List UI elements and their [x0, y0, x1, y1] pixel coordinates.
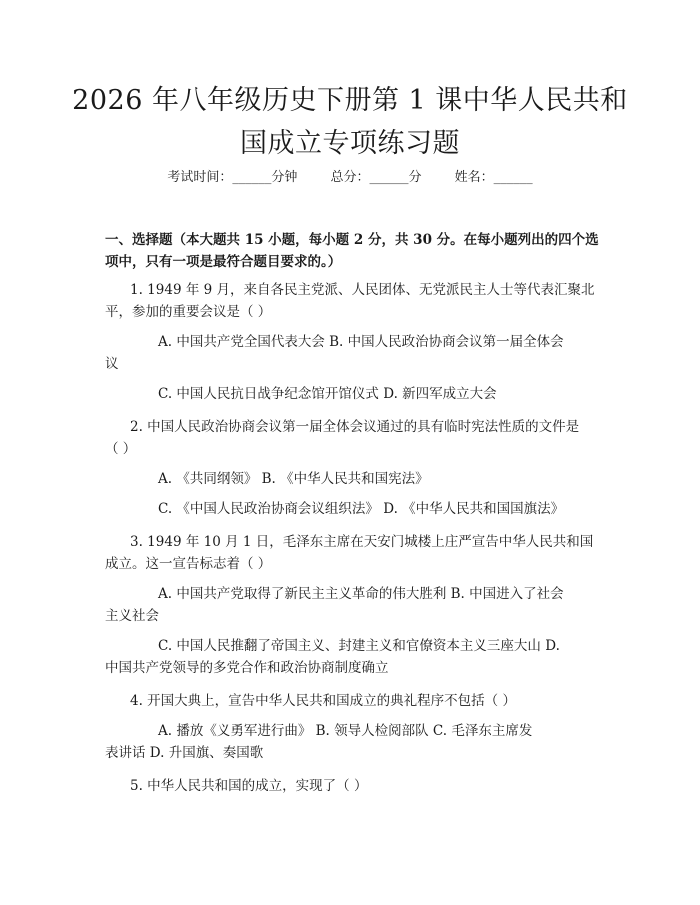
- student-name-label: 姓名：______: [454, 170, 533, 185]
- total-score-label: 总分：______分: [330, 170, 422, 185]
- question-5-stem: 5. 中华人民共和国的成立，实现了（ ）: [130, 778, 368, 794]
- question-1-options-2: C. 中国人民抗日战争纪念馆开馆仪式 D. 新四军成立大会: [158, 386, 497, 402]
- question-3-stem-cont: 成立。这一宣告标志着（ ）: [105, 556, 272, 572]
- question-2-options: A. 《共同纲领》 B. 《中华人民共和国宪法》: [158, 471, 429, 487]
- section-heading-line-1: 一、选择题（本大题共 15 小题，每小题 2 分，共 30 分。在每小题列出的四个选: [105, 232, 599, 248]
- page-title-line-1: 2026 年八年级历史下册第 1 课中华人民共和: [72, 85, 628, 116]
- question-3-stem: 3. 1949 年 10 月 1 日，毛泽东主席在天安门城楼上庄严宣告中华人民共和国: [130, 534, 594, 550]
- question-3-options-2-cont: 中国共产党领导的多党合作和政治协商制度确立: [105, 660, 389, 676]
- question-2-options-2: C. 《中国人民政治协商会议组织法》 D. 《中华人民共和国国旗法》: [158, 501, 565, 517]
- question-3-options: A. 中国共产党取得了新民主主义革命的伟大胜利 B. 中国进入了社会: [158, 586, 564, 602]
- exam-info: [0, 168, 700, 188]
- page-title-line-2: 国成立专项练习题: [240, 128, 460, 159]
- exam-time-label: 考试时间：______分钟: [167, 170, 298, 185]
- question-1-options-cont: 议: [105, 356, 119, 372]
- question-4-options-cont: 表讲话 D. 升国旗、奏国歌: [105, 745, 264, 761]
- question-2-stem: 2. 中国人民政治协商会议第一届全体会议通过的具有临时宪法性质的文件是: [130, 419, 580, 435]
- question-1-stem-cont: 平，参加的重要会议是（ ）: [105, 304, 272, 320]
- question-1-stem: 1. 1949 年 9 月，来自各民主党派、人民团体、无党派民主人士等代表汇聚北: [130, 282, 595, 298]
- question-4-options: A. 播放《义勇军进行曲》 B. 领导人检阅部队 C. 毛泽东主席发: [158, 723, 533, 739]
- question-2-stem-cont: （ ）: [105, 441, 137, 457]
- question-4-stem: 4. 开国大典上，宣告中华人民共和国成立的典礼程序不包括（ ）: [130, 693, 516, 709]
- question-1-options: A. 中国共产党全国代表大会 B. 中国人民政治协商会议第一届全体会: [158, 334, 564, 350]
- question-3-options-2: C. 中国人民推翻了帝国主义、封建主义和官僚资本主义三座大山 D.: [158, 638, 560, 654]
- question-3-options-cont: 主义社会: [105, 608, 159, 624]
- section-heading-line-2: 项中，只有一项是最符合题目要求的。）: [105, 254, 342, 270]
